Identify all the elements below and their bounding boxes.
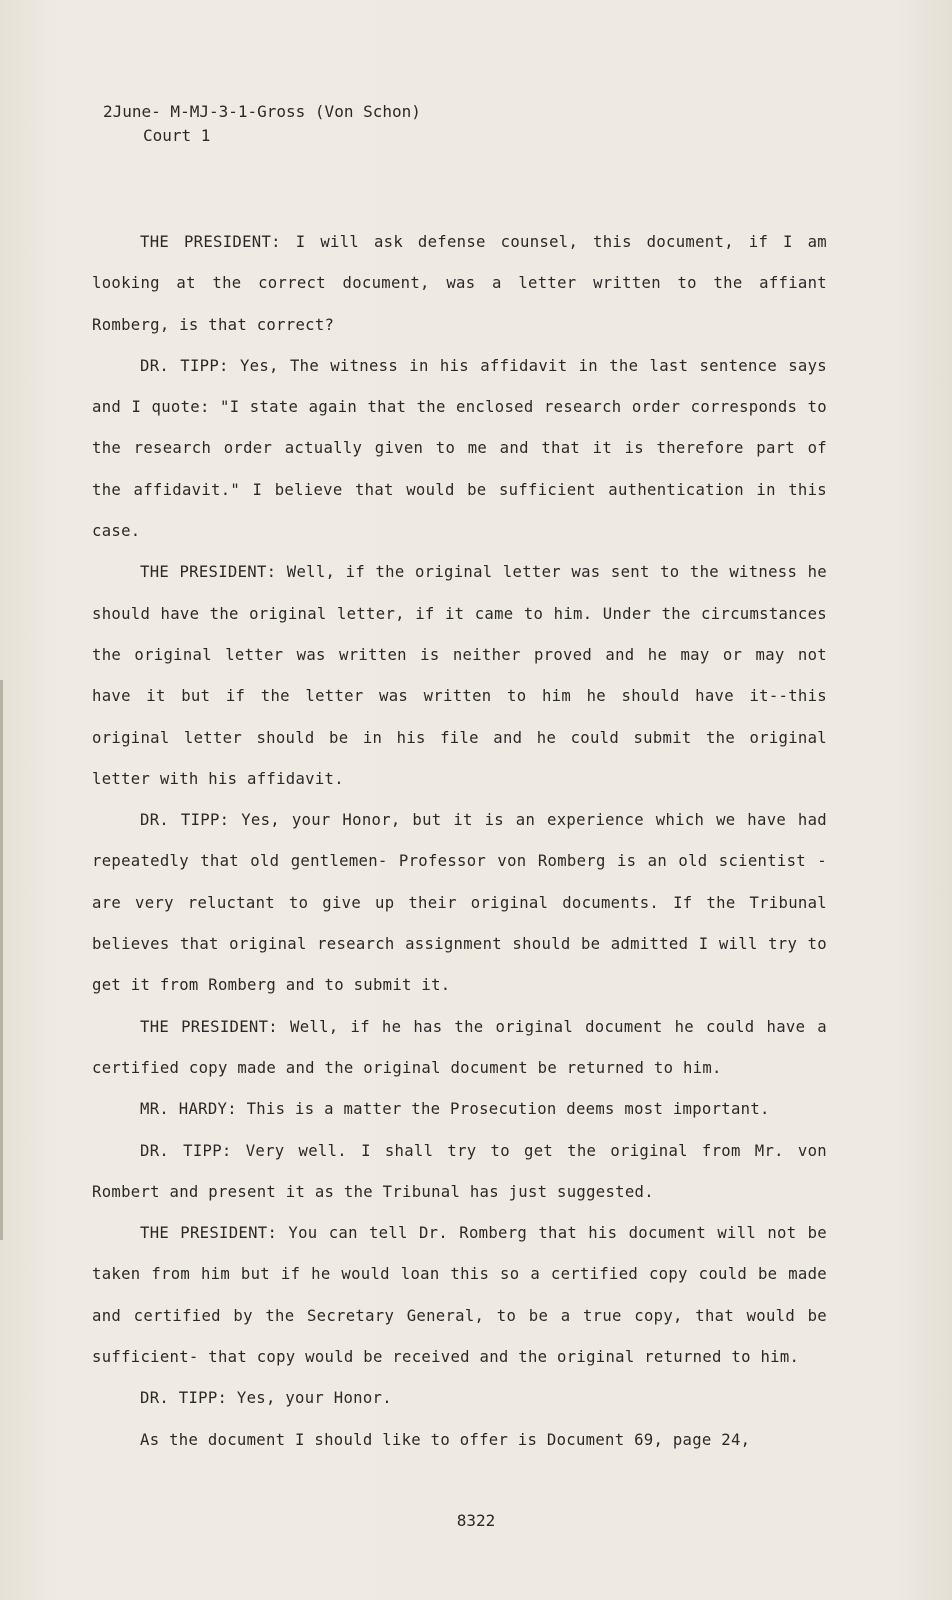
paragraph: MR. HARDY: This is a matter the Prosecution deems most important.	[140, 1100, 770, 1119]
paragraph: DR. TIPP: Yes, The witness in his affidavit in the last sentence says and I quote: "I state again that the enclosed research order corresponds to the research order actually given to me and that it is therefore part of the affidavit." I believe that would be sufficient authentication in this case.	[92, 356, 827, 541]
paragraph: THE PRESIDENT: You can tell Dr. Romberg that his document will not be taken from him but if he would loan this so a certified copy could be made and certified by the Secretary General, to be a true copy, that would be sufficient- that copy would be received and the original returned to him.	[92, 1224, 827, 1367]
header-line-court: Court 1	[143, 126, 211, 145]
paragraph: DR. TIPP: Yes, your Honor.	[140, 1389, 392, 1408]
paragraph: THE PRESIDENT: I will ask defense counsel, this document, if I am looking at the correct document, was a letter written to the affiant Romberg, is that correct?	[92, 233, 827, 334]
transcript-body	[92, 222, 827, 1461]
header-line-date-case: 2June- M-MJ-3-1-Gross (Von Schon)	[103, 102, 421, 121]
paragraph: As the document I should like to offer is Document 69, page 24,	[140, 1430, 751, 1449]
paper-edge-shadow	[0, 680, 3, 1240]
paragraph: DR. TIPP: Yes, your Honor, but it is an experience which we have had repeatedly that old gentlemen- Professor von Romberg is an old scientist -are very reluctant to give up their original documents. If the Tribunal believes that original research assignment should be admitted I will try to get it from Romberg and to submit it.	[92, 811, 827, 995]
paragraph: THE PRESIDENT: Well, if he has the original document he could have a certified copy made and the original document be returned to him.	[92, 1017, 827, 1077]
paragraph: THE PRESIDENT: Well, if the original letter was sent to the witness he should have the original letter, if it came to him. Under the circumstances the original letter was written is neither proved and he may or may not have it but if the letter was written to him he should have it--this original letter should be in his file and he could submit the original letter with his affidavit.	[92, 563, 827, 788]
page-number: 8322	[456, 1511, 496, 1530]
document-header	[103, 100, 421, 148]
paragraph: DR. TIPP: Very well. I shall try to get the original from Mr. von Rombert and present it as the Tribunal has just suggested.	[92, 1141, 827, 1201]
